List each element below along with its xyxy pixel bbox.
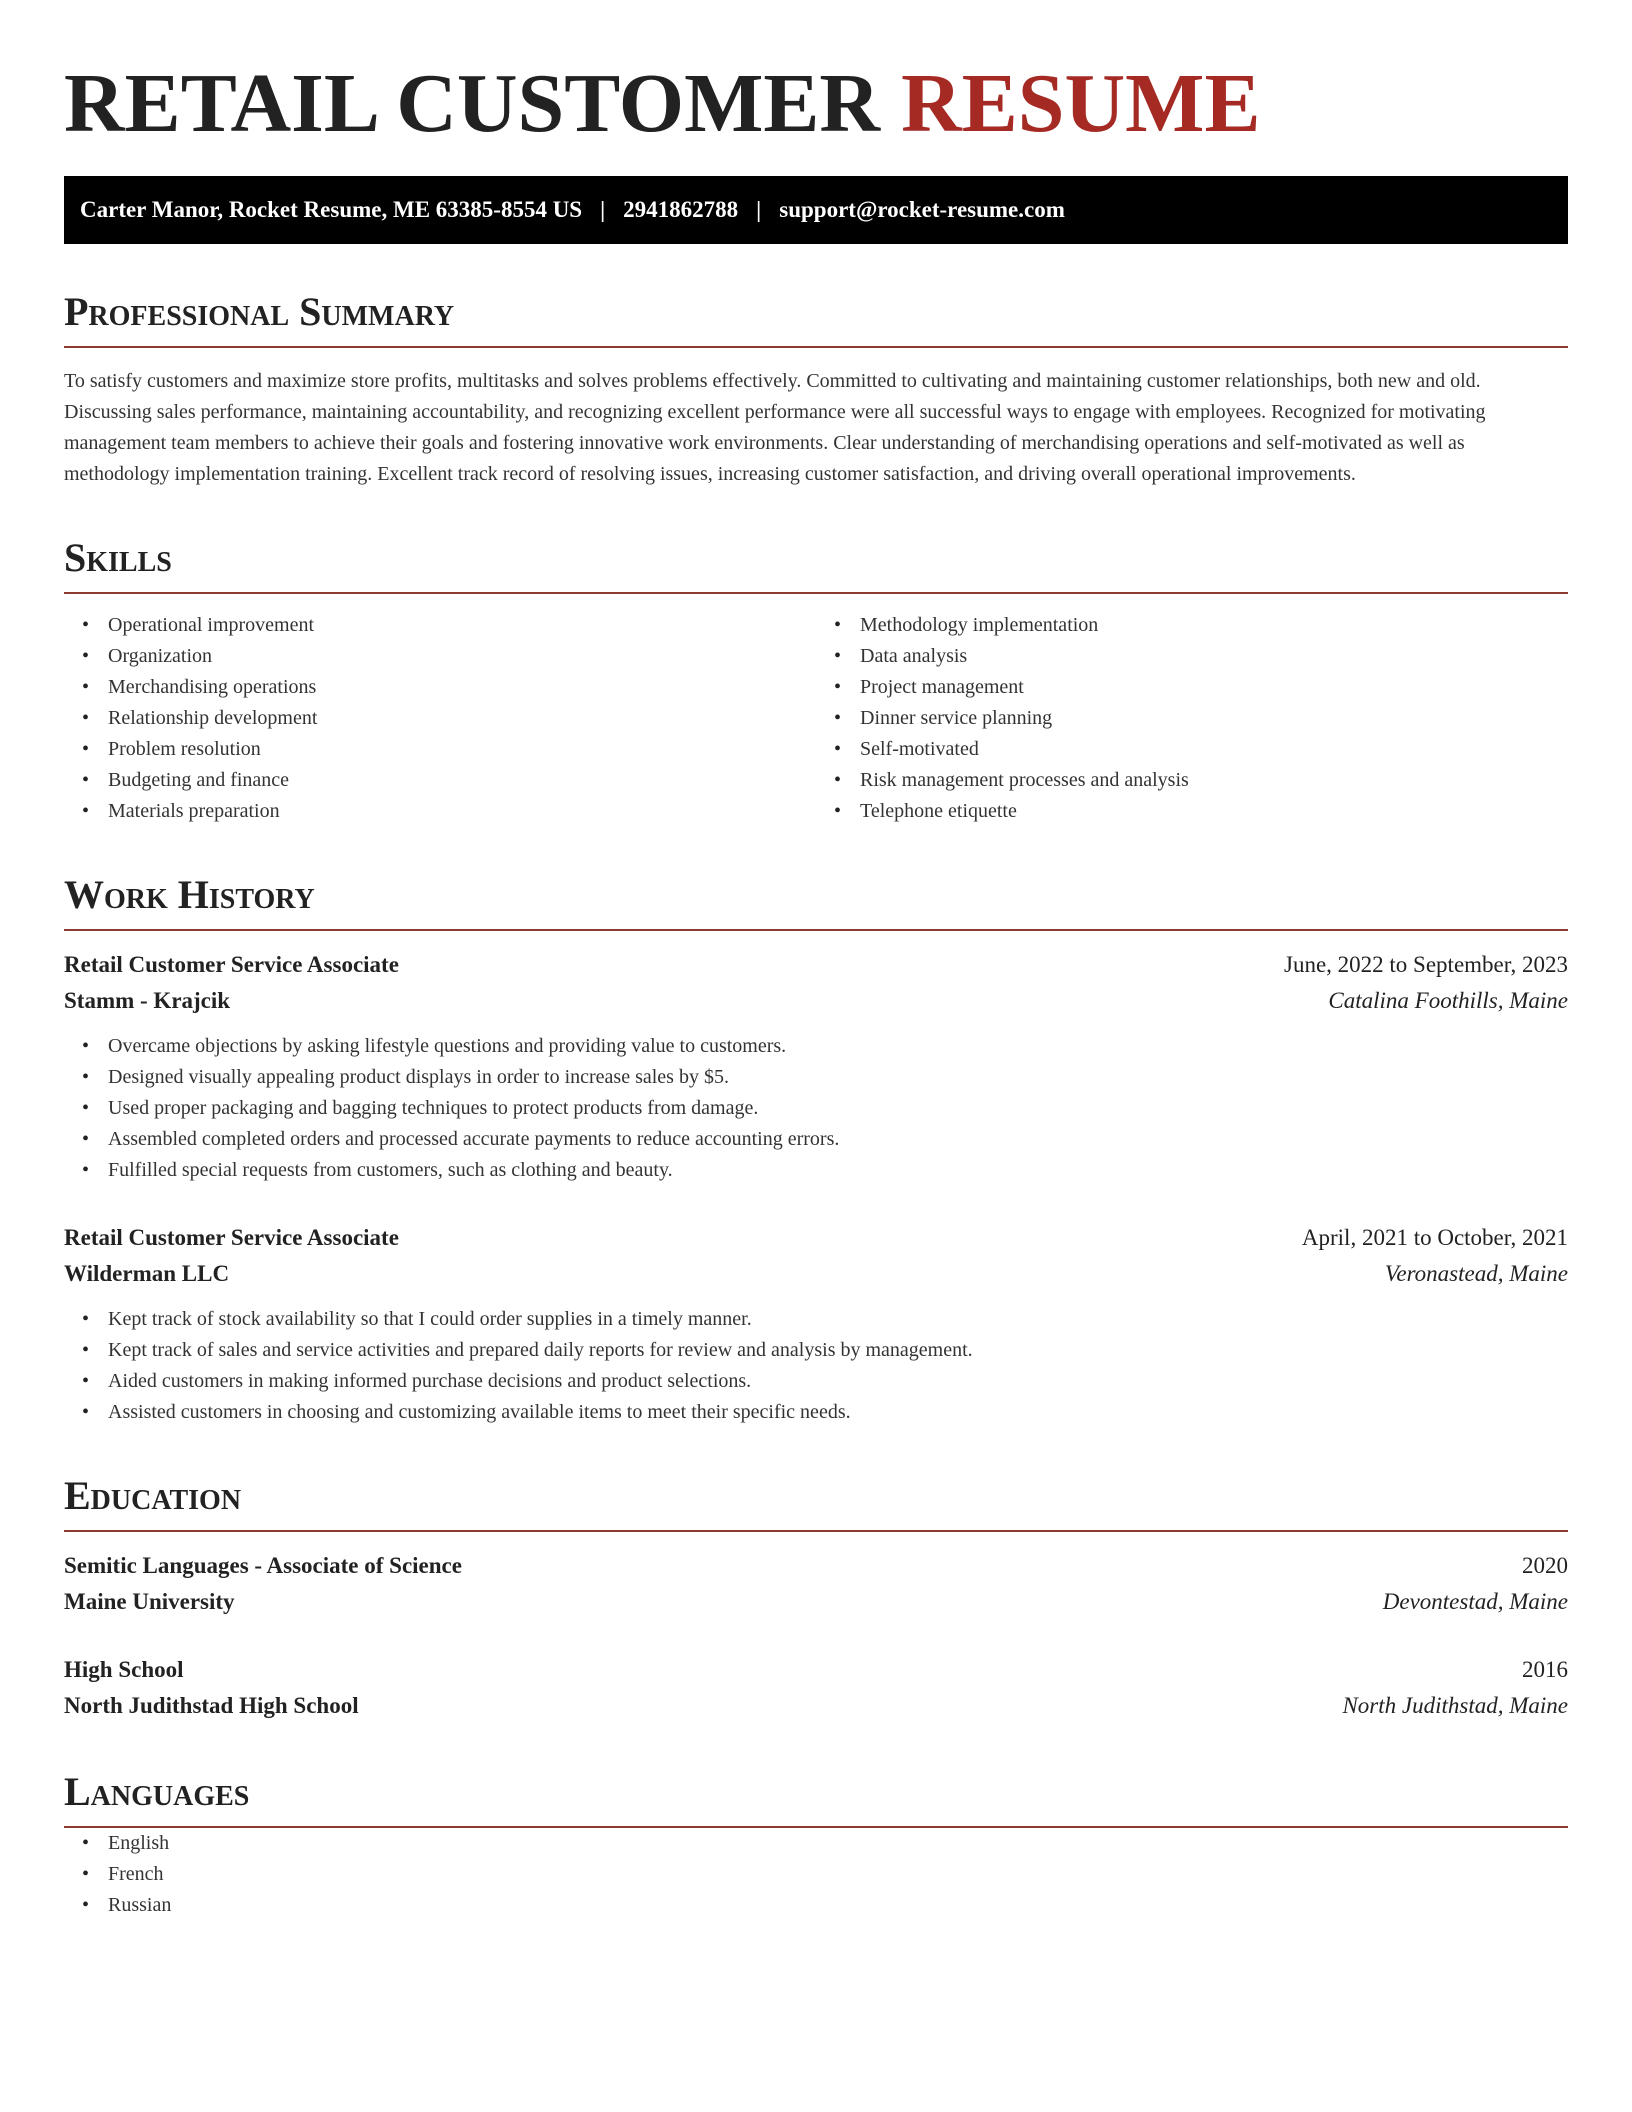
summary-section (64, 288, 1568, 490)
job-location: Catalina Foothills, Maine (1328, 988, 1568, 1013)
job-header-row (64, 947, 1568, 983)
skill-item: • Merchandising operations (108, 672, 816, 703)
title-main: RETAIL CUSTOMER (64, 57, 881, 150)
education-location: Devontestad, Maine (1382, 1589, 1568, 1614)
job-duty: • Kept track of sales and service activities and prepared daily reports for review and analysis by management. (108, 1335, 1568, 1366)
language-item: • French (108, 1859, 1568, 1890)
education-year: 2020 (1522, 1553, 1568, 1578)
work-history-heading: Work History (64, 871, 1568, 931)
education-school-row (64, 1584, 1568, 1620)
job-duty: • Overcame objections by asking lifestyle questions and providing value to customers. (108, 1031, 1568, 1062)
skill-item: • Operational improvement (108, 610, 816, 641)
job-duty: • Kept track of stock availability so that I could order supplies in a timely manner. (108, 1304, 1568, 1335)
contact-separator: | (600, 197, 606, 222)
job-duty: • Designed visually appealing product displays in order to increase sales by $5. (108, 1062, 1568, 1093)
education-year: 2016 (1522, 1657, 1568, 1682)
skill-item: • Self-motivated (860, 734, 1568, 765)
job-location: Veronastead, Maine (1384, 1261, 1568, 1286)
skill-item: • Methodology implementation (860, 610, 1568, 641)
language-item: • Russian (108, 1890, 1568, 1921)
skill-item: • Dinner service planning (860, 703, 1568, 734)
language-item: • English (108, 1828, 1568, 1859)
education-section (64, 1472, 1568, 1724)
job-dates: April, 2021 to October, 2021 (1301, 1225, 1568, 1250)
education-degree: Semitic Languages - Associate of Science (64, 1553, 462, 1578)
job-duties-list (64, 1304, 1568, 1428)
work-history-section (64, 871, 1568, 1428)
job-company: Stamm - Krajcik (64, 988, 231, 1013)
skills-section (64, 534, 1568, 827)
job-company-row (64, 983, 1568, 1019)
job-duty: • Assembled completed orders and processed accurate payments to reduce accounting errors. (108, 1124, 1568, 1155)
job-duty: • Used proper packaging and bagging techniques to protect products from damage. (108, 1093, 1568, 1124)
job-title: Retail Customer Service Associate (64, 952, 399, 977)
skill-item: • Data analysis (860, 641, 1568, 672)
contact-address: Carter Manor, Rocket Resume, ME 63385-8554 US (80, 197, 583, 222)
resume-title (64, 54, 1568, 154)
education-entry (64, 1548, 1568, 1620)
job-duty: • Fulfilled special requests from customers, such as clothing and beauty. (108, 1155, 1568, 1186)
skill-item: • Organization (108, 641, 816, 672)
skill-item: • Problem resolution (108, 734, 816, 765)
job-duty: • Assisted customers in choosing and customizing available items to meet their specific needs. (108, 1397, 1568, 1428)
skill-item: • Relationship development (108, 703, 816, 734)
job-company-row (64, 1256, 1568, 1292)
languages-section (64, 1768, 1568, 1921)
title-accent: RESUME (901, 57, 1261, 150)
languages-list (64, 1828, 1568, 1921)
education-degree-row (64, 1652, 1568, 1688)
contact-bar (64, 176, 1568, 244)
education-heading: Education (64, 1472, 1568, 1532)
job-duties-list (64, 1031, 1568, 1186)
contact-email[interactable]: support@rocket-resume.com (779, 197, 1065, 222)
job-company: Wilderman LLC (64, 1261, 230, 1286)
skills-list-left (64, 610, 816, 827)
skills-heading: Skills (64, 534, 1568, 594)
job-header-row (64, 1220, 1568, 1256)
skill-item: • Risk management processes and analysis (860, 765, 1568, 796)
skills-list-right (816, 610, 1568, 827)
skills-grid (64, 610, 1568, 827)
education-degree: High School (64, 1657, 184, 1682)
education-location: North Judithstad, Maine (1342, 1693, 1568, 1718)
job-title: Retail Customer Service Associate (64, 1225, 399, 1250)
education-degree-row (64, 1548, 1568, 1584)
skill-item: • Project management (860, 672, 1568, 703)
education-school: North Judithstad High School (64, 1693, 359, 1718)
skill-item: • Telephone etiquette (860, 796, 1568, 827)
summary-text: To satisfy customers and maximize store profits, multitasks and solves problems effectively. Committed to cultivating and maintaining customer relationships, both new and old. Discussing sales performance, maintaining accountability, and recognizing excellent performance were all successful ways to engage with employees. Recognized for motivating management team members to achieve their goals and fostering innovative work environments. Clear understanding of merchandising operations and self-motivated as well as methodology implementation training. Excellent track record of resolving issues, increasing customer satisfaction, and driving overall operational improvements. (64, 370, 1486, 485)
education-school: Maine University (64, 1589, 235, 1614)
contact-phone[interactable]: 2941862788 (623, 197, 739, 222)
languages-heading: Languages (64, 1768, 1568, 1828)
skill-item: • Budgeting and finance (108, 765, 816, 796)
contact-separator: | (756, 197, 762, 222)
job-entry (64, 1220, 1568, 1428)
education-school-row (64, 1688, 1568, 1724)
job-duty: • Aided customers in making informed purchase decisions and product selections. (108, 1366, 1568, 1397)
job-dates: June, 2022 to September, 2023 (1284, 952, 1568, 977)
skill-item: • Materials preparation (108, 796, 816, 827)
education-entry (64, 1652, 1568, 1724)
summary-heading: Professional Summary (64, 288, 1568, 348)
job-entry (64, 947, 1568, 1186)
